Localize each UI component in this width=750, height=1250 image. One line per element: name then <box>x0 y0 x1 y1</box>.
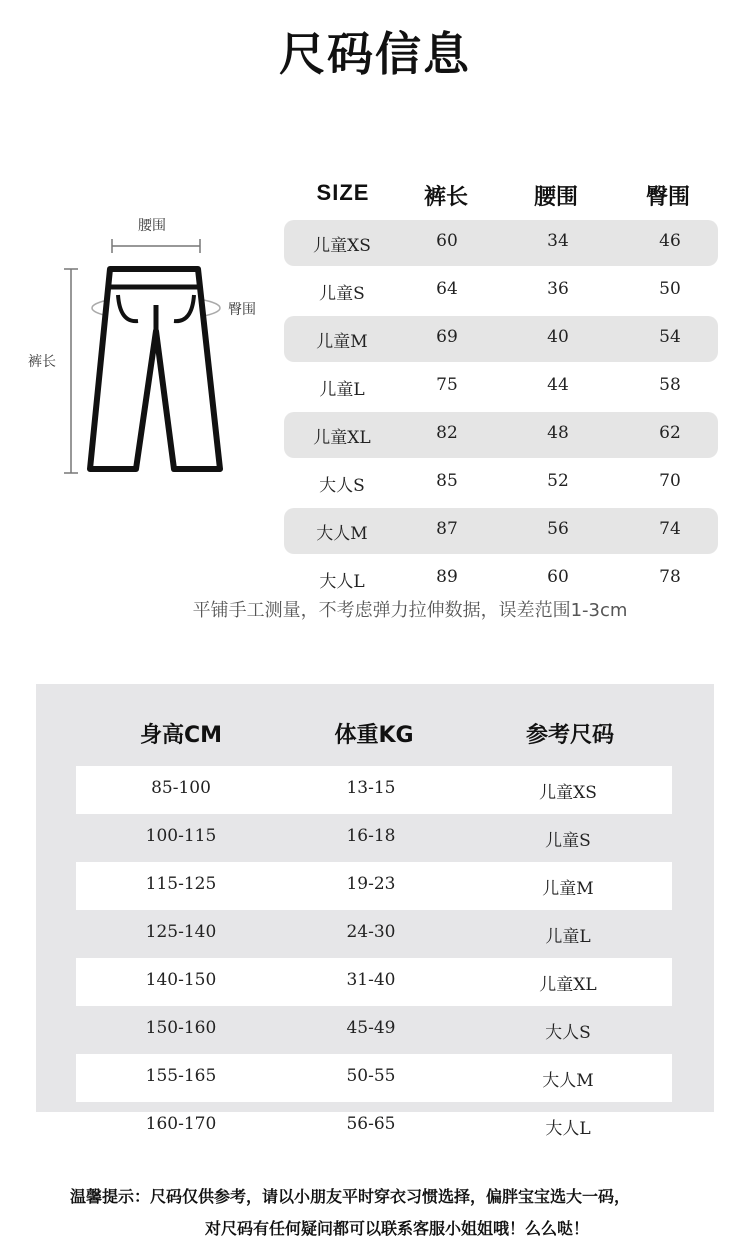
waist-cell: 36 <box>547 279 569 299</box>
weight-cell: 50-55 <box>346 1066 396 1086</box>
size-cell: 大人L <box>319 572 365 592</box>
length-cell: 64 <box>436 279 458 299</box>
ref-size-cell: 儿童M <box>542 879 594 899</box>
table-row <box>76 1102 672 1150</box>
waist-label: 腰围 <box>138 218 166 234</box>
hip-cell: 54 <box>659 327 681 347</box>
ref-size-cell: 大人L <box>545 1119 591 1139</box>
hip-label: 臀围 <box>228 302 256 318</box>
ref-size-cell: 儿童S <box>545 831 591 851</box>
length-cell: 60 <box>436 231 458 251</box>
ref-size-cell: 儿童L <box>545 927 591 947</box>
waist-cell: 52 <box>547 471 569 491</box>
length-cell: 75 <box>436 375 458 395</box>
ref-size-header: 参考尺码 <box>525 723 614 748</box>
ref-size-cell: 大人M <box>542 1071 594 1091</box>
waist-cell: 48 <box>547 423 569 443</box>
length-cell: 69 <box>436 327 458 347</box>
height-cell: 160-170 <box>145 1114 217 1134</box>
weight-cell: 24-30 <box>346 922 396 942</box>
size-cell: 儿童XL <box>313 428 371 448</box>
tips-line-2: 对尺码有任何疑问都可以联系客服小姐姐哦！么么哒！ <box>205 1219 590 1238</box>
height-cell: 140-150 <box>145 970 217 990</box>
table-row <box>76 862 672 910</box>
waist-cell: 44 <box>547 375 569 395</box>
size-cell: 大人M <box>316 524 368 544</box>
hip-cell: 50 <box>659 279 681 299</box>
length-label: 裤长 <box>28 354 56 370</box>
hip-cell: 78 <box>659 567 681 587</box>
table-row <box>284 412 718 458</box>
pants-outline-icon <box>20 205 280 495</box>
size-table-header <box>284 172 718 220</box>
waist-cell: 56 <box>547 519 569 539</box>
weight-header: 体重KG <box>334 723 414 748</box>
hip-cell: 58 <box>659 375 681 395</box>
height-cell: 100-115 <box>145 826 217 846</box>
reference-table-header <box>36 684 714 766</box>
size-header: SIZE <box>316 180 370 205</box>
table-row <box>76 814 672 862</box>
waist-header: 腰围 <box>533 185 578 210</box>
table-row <box>76 766 672 814</box>
size-cell: 儿童XS <box>313 236 371 256</box>
ref-size-cell: 大人S <box>545 1023 591 1043</box>
tips-line-1: 温馨提示：尺码仅供参考，请以小朋友平时穿衣习惯选择，偏胖宝宝选大一码， <box>70 1187 631 1206</box>
table-row <box>284 220 718 266</box>
page-title: 尺码信息 <box>279 27 471 81</box>
height-cell: 155-165 <box>145 1066 217 1086</box>
table-row <box>284 316 718 362</box>
size-cell: 儿童M <box>316 332 368 352</box>
height-header: 身高CM <box>139 723 223 748</box>
weight-cell: 13-15 <box>346 778 396 798</box>
size-cell: 大人S <box>319 476 365 496</box>
table-row <box>76 1006 672 1054</box>
size-cell: 儿童L <box>319 380 365 400</box>
weight-cell: 19-23 <box>346 874 396 894</box>
size-cell: 儿童S <box>319 284 365 304</box>
length-cell: 85 <box>436 471 458 491</box>
waist-cell: 60 <box>547 567 569 587</box>
pants-diagram <box>20 205 280 495</box>
hip-cell: 46 <box>659 231 681 251</box>
hip-cell: 62 <box>659 423 681 443</box>
height-cell: 85-100 <box>151 778 211 798</box>
waist-cell: 34 <box>547 231 569 251</box>
height-cell: 150-160 <box>145 1018 217 1038</box>
waist-cell: 40 <box>547 327 569 347</box>
ref-size-cell: 儿童XL <box>539 975 597 995</box>
ref-size-cell: 儿童XS <box>539 783 597 803</box>
length-header: 裤长 <box>423 185 468 210</box>
table-row <box>284 364 718 410</box>
weight-cell: 16-18 <box>346 826 396 846</box>
length-cell: 82 <box>436 423 458 443</box>
size-table <box>284 172 718 604</box>
table-row <box>284 460 718 506</box>
height-cell: 125-140 <box>145 922 217 942</box>
height-cell: 115-125 <box>145 874 217 894</box>
weight-cell: 45-49 <box>346 1018 396 1038</box>
hip-header: 臀围 <box>645 185 690 210</box>
length-cell: 87 <box>436 519 458 539</box>
table-row <box>76 910 672 958</box>
table-row <box>76 958 672 1006</box>
table-row <box>284 268 718 314</box>
measure-note: 平铺手工测量，不考虑弹力拉伸数据，误差范围1-3cm <box>192 600 628 621</box>
hip-cell: 74 <box>659 519 681 539</box>
weight-cell: 56-65 <box>346 1114 396 1134</box>
reference-table <box>76 766 672 1150</box>
length-cell: 89 <box>436 567 458 587</box>
weight-cell: 31-40 <box>346 970 396 990</box>
hip-cell: 70 <box>659 471 681 491</box>
table-row <box>76 1054 672 1102</box>
table-row <box>284 508 718 554</box>
